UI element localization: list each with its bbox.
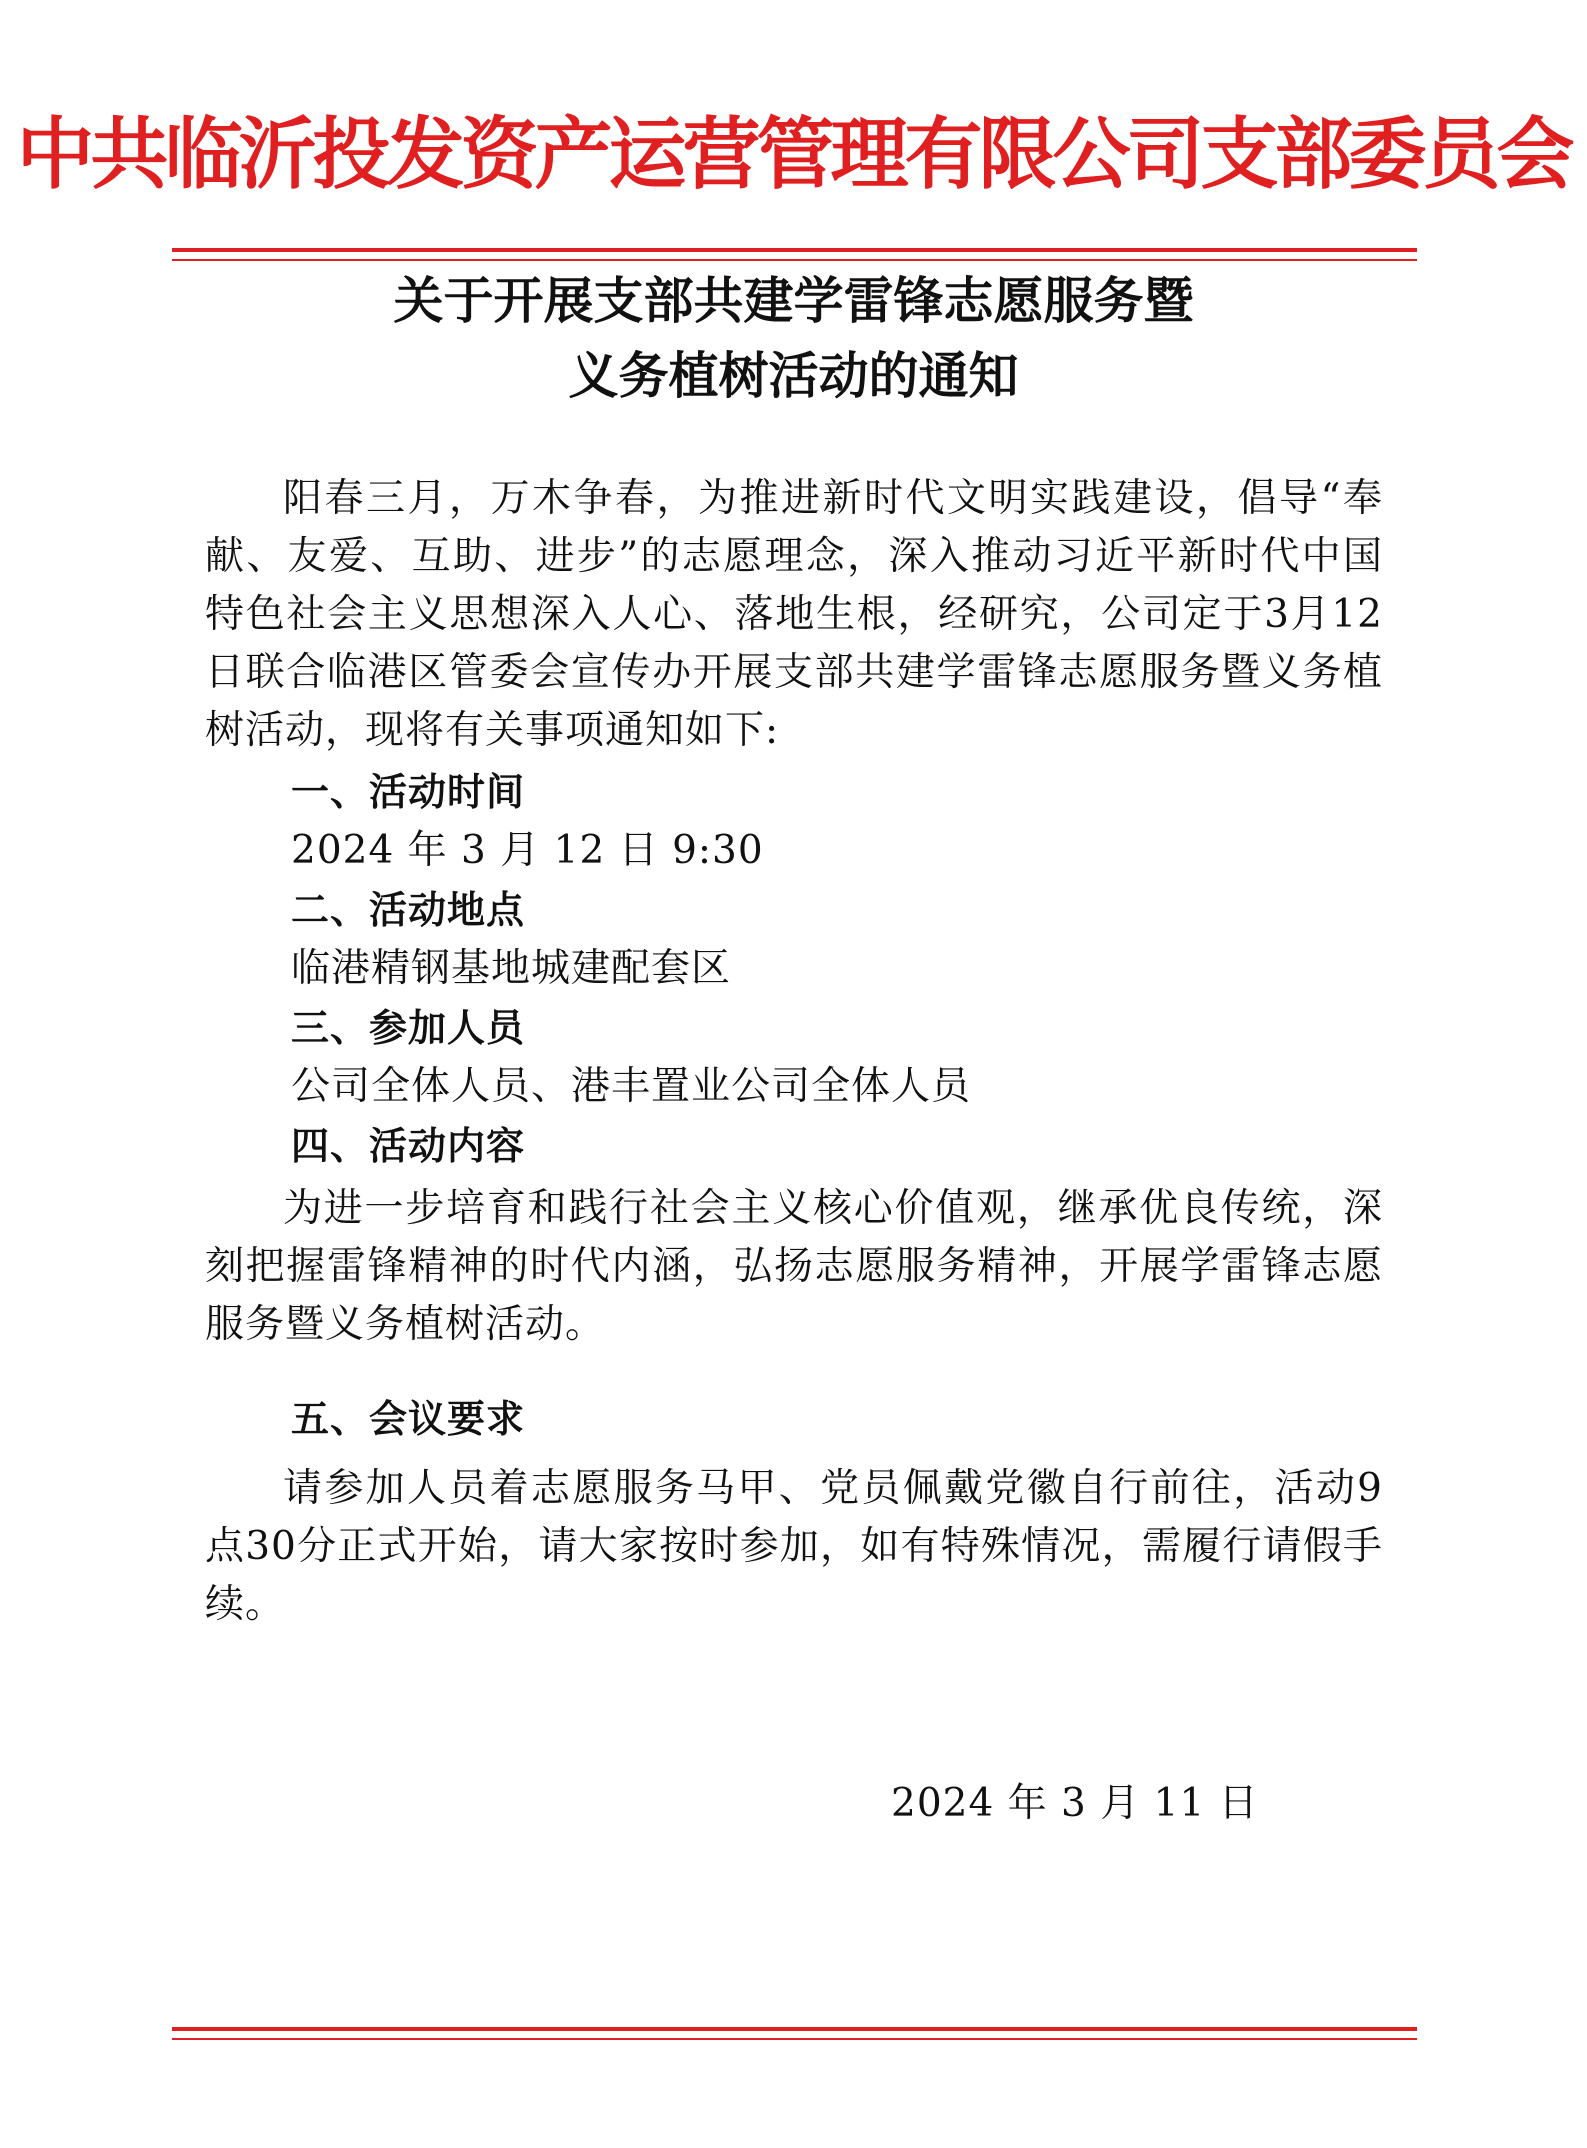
section-content-activity: 为进一步培育和践行社会主义核心价值观，继承优良传统，深刻把握雷锋精神的时代内涵，弘扬志愿服务精神，开展学雷锋志愿服务暨义务植树活动。 <box>205 1186 1383 1347</box>
section-content-location: 临港精钢基地城建配套区 <box>291 946 732 991</box>
intro-paragraph: 阳春三月，万木争春，为推进新时代文明实践建设，倡导“奉献、友爱、互助、进步”的志愿理念，深入推动习近平新时代中国特色社会主义思想深入人心、落地生根，经研究，公司定于3月12日联合临港区管委会宣传办开展支部共建学雷锋志愿服务暨义务植树活动，现将有关事项通知如下: <box>205 476 1383 753</box>
section-content-requirements: 请参加人员着志愿服务马甲、党员佩戴党徽自行前往，活动9点30分正式开始，请大家按时参加，如有特殊情况，需履行请假手续。 <box>205 1466 1383 1627</box>
section-heading-requirements: 五、会议要求 <box>291 1397 526 1441</box>
footer-red-rule <box>172 2027 1417 2040</box>
section-heading-content: 四、活动内容 <box>291 1124 526 1168</box>
document-title-line-1: 关于开展支部共建学雷锋志愿服务暨 <box>393 271 1194 330</box>
document-title-line-2: 义务植树活动的通知 <box>568 346 1019 405</box>
document-date: 2024 年 3 月 11 日 <box>891 1781 1259 1826</box>
section-heading-participants: 三、参加人员 <box>291 1006 526 1050</box>
section-heading-time: 一、活动时间 <box>291 770 526 814</box>
letterhead-red-rule <box>172 248 1417 261</box>
section-heading-location: 二、活动地点 <box>291 888 526 932</box>
section-content-participants: 公司全体人员、港丰置业公司全体人员 <box>291 1064 972 1109</box>
letterhead-org-name: 中共临沂投发资产运营管理有限公司支部委员会 <box>16 109 1571 200</box>
section-content-time: 2024 年 3 月 12 日 9:30 <box>291 828 764 873</box>
